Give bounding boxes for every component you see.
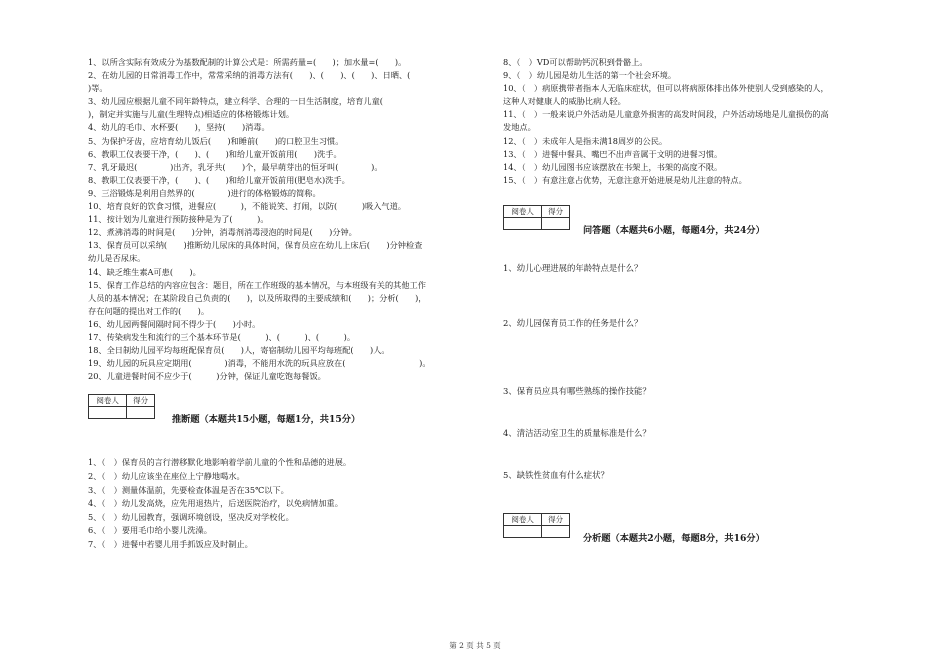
fill-blank-list [88,56,488,383]
fill-blank-line: 6、教职工仪表要干净，( )、( )和给儿童开饭前用( )洗手。 [88,148,342,159]
left-column [88,56,488,552]
score-box [503,205,570,230]
fill-blank-line: 7、乳牙最迟( )出齐，乳牙共( )个，最早萌芽出的恒牙叫( )。 [88,161,383,172]
judgment-item: 发地点。 [503,122,536,133]
fill-blank-line: 1、以所含实际有效成分为基数配制的计算公式是：所需药量=( )；加水量=( )。 [88,57,407,67]
fill-blank-line: 3、幼儿园应根据儿童不同年龄特点，建立科学、合理的一日生活制度，培育儿童( [88,96,383,107]
judgment-item: 15、（ ）有意注意占优势，无意注意开始进展是幼儿注意的特点。 [503,174,747,185]
fill-blank-line: 人员的基本情况；在某阶段自己负责的( )，以及所取得的主要成绩和( )；分析( )， [88,292,427,303]
qa-header [503,205,863,239]
fill-blank-line: )等。 [88,83,108,94]
fill-blank-line: 12、煮沸消毒的时间是( )分钟，消毒剂消毒浸泡的时间是( )分钟。 [88,227,357,238]
judgment-list-left [88,456,488,551]
qa-question-list [503,262,863,482]
qa-question: 2、幼儿园保育员工作的任务是什么？ [503,317,643,328]
right-column [503,56,863,547]
fill-blank-line: 17、传染病发生和流行的三个基本环节是( )、( )、( )。 [88,331,356,342]
reviewer-cell [89,407,127,419]
judgment-item: 1、（ ）保育员的言行潜移默化地影响着学前儿童的个性和品德的进展。 [88,457,352,468]
score-box [503,513,570,538]
qa-question: 4、清洁活动室卫生的质量标准是什么？ [503,427,651,438]
reviewer-cell [504,217,542,229]
fill-blank-line: 14、缺乏维生素A可患( )。 [88,266,201,277]
fill-blank-line: 11、按计划为儿童进行预防接种是为了( )。 [88,214,269,225]
judgment-item: 14、（ ）幼儿园图书应该摆放在书架上，书架的高度不限。 [503,161,723,172]
reviewer-label: 阅卷人 [504,205,542,217]
judgment-item: 5、（ ）幼儿园教育，强调环境创设，坚决反对学校化。 [88,511,294,522]
fill-blank-line: 16、幼儿园两餐间隔时间不得少于( )小时。 [88,318,261,329]
qa-question: 1、幼儿心理进展的年龄特点是什么？ [503,262,643,273]
judgment-item: 6、（ ）要用毛巾给小婴儿洗澡。 [88,525,212,536]
judgment-item: 10、（ ）病原携带者指本人无临床症状，但可以将病原体排出体外使别人受到感染的人， [503,83,829,94]
score-label: 得分 [542,205,570,217]
qa-question: 3、保育员应具有哪些熟练的操作技能？ [503,385,651,396]
fill-blank-line: 15、保育工作总结的内容应包含：题目，所在工作班级的基本情况，与本班级有关的其他工作 [88,279,426,290]
judgment-item: 这种人对健康人的威胁比病人轻。 [503,96,626,107]
fill-blank-line: 20、儿童进餐时间不应少于( )分钟，保证儿童吃饱每餐饭。 [88,371,326,382]
judgment-item: 7、（ ）进餐中若婴儿用手抓饭应及时制止。 [88,538,253,549]
judgment-section-title: 推断题（本题共15小题，每题1分，共15分） [172,414,361,426]
judgment-list-right [503,56,863,187]
score-label: 得分 [542,513,570,525]
fill-blank-line: 13、保育员可以采纳( )推断幼儿尿床的具体时间，保育员应在幼儿上床后( )分钟检查 [88,240,423,251]
reviewer-cell [504,525,542,537]
fill-blank-line: 10、培育良好的饮食习惯，进餐应( )，不能说笑、打闹，以防( )吸入气道。 [88,201,406,212]
fill-blank-line: 幼儿是否尿床。 [88,253,146,264]
judgment-item: 9、（ ）幼儿园是幼儿生活的第一个社会环境。 [503,70,677,81]
fill-blank-line: 9、三浴锻炼是利用自然界的( )进行的体格锻炼的简称。 [88,187,321,198]
judgment-item: 11、（ ）一般来说户外活动是儿童意外损害的高发时间段，户外活动场地是儿童损伤的高 [503,109,829,120]
analysis-header [503,513,863,547]
score-cell [127,407,155,419]
fill-blank-line: 5、为保护牙齿，应培育幼儿饭后( )和睡前( )的口腔卫生习惯。 [88,135,344,146]
judgment-item: 12、（ ）未成年人是指未满18周岁的公民。 [503,135,668,146]
fill-blank-line: 19、幼儿园的玩具应定期用( )消毒，不能用水洗的玩具应放在( )。 [88,358,431,369]
analysis-section-title: 分析题（本题共2小题，每题8分，共16分） [583,532,765,544]
judgment-header [88,394,488,428]
judgment-item: 3、（ ）测量体温前，先要检查体温是否在35℃以下。 [88,484,289,495]
page-footer: 第 2 页 共 5 页 [449,641,501,650]
fill-blank-line: 4、幼儿的毛巾、水杯要( )，坚持( )消毒。 [88,122,270,133]
fill-blank-line: )，制定并实施与儿童(生理特点)相适应的体格锻炼计划。 [88,109,295,120]
judgment-item: 2、（ ）幼儿应该坐在座位上宁静地喝水。 [88,470,245,481]
score-box [88,394,155,419]
score-cell [542,217,570,229]
fill-blank-line: 存在问题的提出对工作的( )。 [88,305,210,316]
judgment-item: 4、（ ）幼儿发高烧，应先用退热片，后送医院治疗，以免病情加重。 [88,498,343,509]
reviewer-label: 阅卷人 [504,513,542,525]
score-label: 得分 [127,395,155,407]
judgment-item: 13、（ ）进餐中餐具、嘴巴不出声音属于文明的进餐习惯。 [503,148,723,159]
fill-blank-line: 8、教职工仪表要干净，( )、( )和给儿童开饭前用(肥皂水)洗手。 [88,174,350,185]
fill-blank-line: 18、全日制幼儿园平均每班配保育员( )人，寄宿制幼儿园平均每班配( )人。 [88,345,390,356]
judgment-item: 8、（ ）VD可以帮助钙沉积到骨骼上。 [503,57,648,67]
qa-section-title: 问答题（本题共6小题，每题4分，共24分） [583,224,765,236]
qa-question: 5、缺铁性贫血有什么症状？ [503,469,609,480]
score-cell [542,525,570,537]
reviewer-label: 阅卷人 [89,395,127,407]
fill-blank-line: 2、在幼儿园的日常消毒工作中，常常采纳的消毒方法有( )、( )、( )、日晒、( [88,70,411,81]
